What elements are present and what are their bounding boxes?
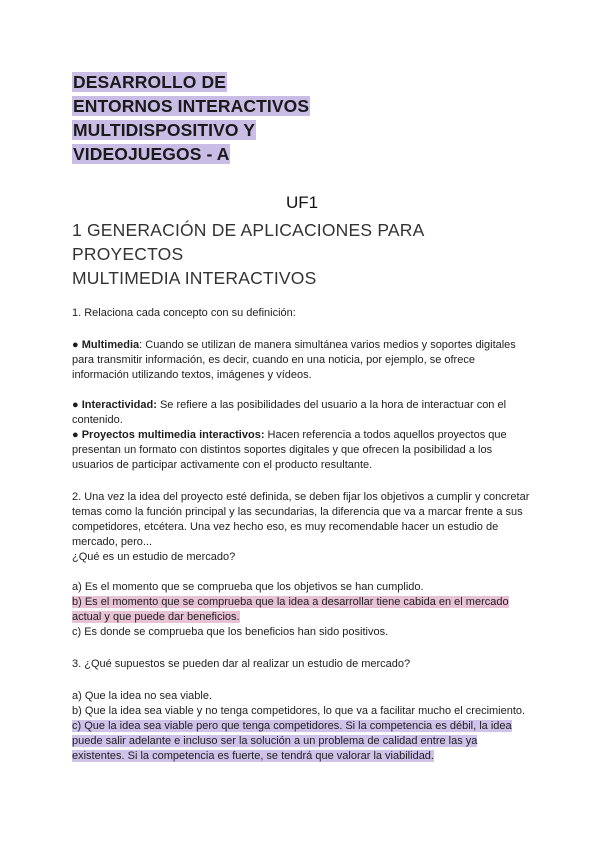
title-line: VIDEOJUEGOS - A (73, 144, 230, 164)
term-interactividad: ● Interactividad: (72, 399, 157, 411)
answer-highlight: b) Es el momento que se comprueba que la idea a desarrollar tiene cabida en el mercado actual y que puede dar beneficios. (72, 596, 509, 623)
definition-interactividad: ● Interactividad: Se refiere a las posibilidades del usuario a la hora de interactuar con el contenido. (72, 399, 507, 426)
heading-line: MULTIMEDIA INTERACTIVOS (72, 268, 317, 288)
unit-label: UF1 (285, 193, 319, 212)
question-intro: 2. Una vez la idea del proyecto esté definida, se deben fijar los objetivos a cumplir y concretar temas como la función principal y las secundarias, la diferencia que va a marcar frente a sus competidores, etcétera. Una vez hecho eso, es muy recomendable hacer un estudio de mercado, pero... (72, 491, 530, 548)
definition-multimedia: ● Multimedia: Cuando se utilizan de manera simultánea varios medios y soportes digitales para transmitir información, es decir, cuando en una noticia, por ejemplo, se ofrece información utilizando textos, imágenes y vídeos. (72, 339, 516, 381)
term-multimedia: ● Multimedia (72, 339, 140, 351)
option-a: a) Que la idea no sea viable. (72, 690, 213, 702)
definition-proyectos: ● Proyectos multimedia interactivos: Hacen referencia a todos aquellos proyectos que presentan un formato con distintos soportes digitales y que ofrecen la posibilidad a los usuarios de participar activamente con el producto resultante. (72, 429, 507, 471)
title-line: MULTIDISPOSITIVO Y (73, 120, 256, 140)
heading-line: 1 GENERACIÓN DE APLICACIONES PARA PROYECTOS (72, 220, 424, 264)
document-title (72, 70, 532, 166)
option-a: a) Es el momento que se comprueba que los objetivos se han cumplido. (72, 581, 424, 593)
question-3 (72, 657, 532, 764)
option-c-correct (72, 719, 532, 764)
title-line: ENTORNOS INTERACTIVOS (73, 96, 310, 116)
document-page (72, 70, 532, 764)
title-line: DESARROLLO DE (73, 72, 226, 92)
option-b: b) Que la idea sea viable y no tenga competidores, lo que va a facilitar mucho el crecimiento. (72, 705, 526, 717)
option-c: c) Es donde se comprueba que los beneficios han sido positivos. (72, 626, 389, 638)
option-b-correct (72, 595, 532, 625)
question-prompt: 1. Relaciona cada concepto con su definición: (72, 307, 296, 319)
question-text: 3. ¿Qué supuestos se pueden dar al realizar un estudio de mercado? (72, 658, 411, 670)
question-text: ¿Qué es un estudio de mercado? (72, 551, 236, 563)
section-heading (72, 218, 532, 290)
answer-highlight: c) Que la idea sea viable pero que tenga competidores. Si la competencia es débil, la idea puede salir adelante e incluso ser la solución a un problema de calidad entre las ya existentes. Si la competencia es fuerte, se tendrá que valorar la viabilidad. (72, 720, 512, 762)
question-1 (72, 306, 532, 473)
question-2 (72, 490, 532, 640)
term-proyectos: ● Proyectos multimedia interactivos: (72, 429, 265, 441)
